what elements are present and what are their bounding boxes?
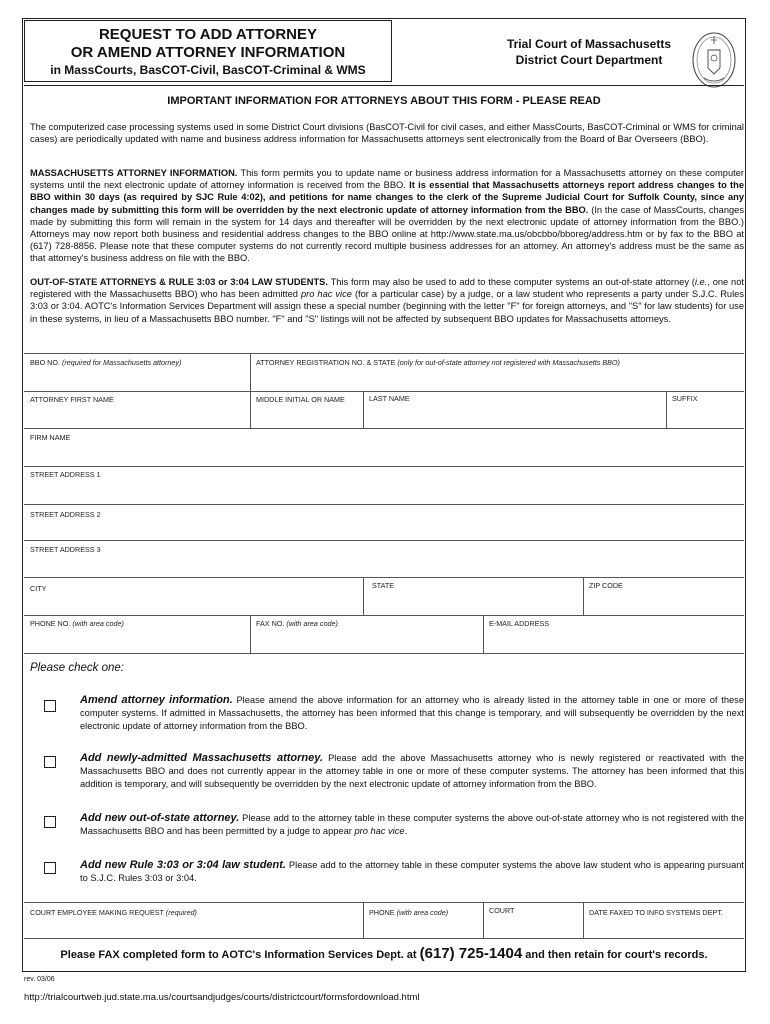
add-out-of-state-checkbox[interactable] <box>44 816 56 828</box>
phone-label: PHONE NO. (with area code) <box>30 619 124 628</box>
last-name-input[interactable] <box>369 410 663 423</box>
info-paragraph-2 <box>30 167 744 265</box>
p3-text-c: (for a particular case) by a judge, or a law student who represents a party under S.J.C. Rules 3:03 or 3:04. AOTC's Information Services Department will assign these a special number (beginning with the letter "F" for foreign attorneys, and "S" for law students) for use in these systems, in lieu of a Massachusetts BBO number. "F" and "S" listings will not be affected by subsequent BBO updates for Massachusetts attorneys. <box>30 289 744 324</box>
grid-divider <box>250 353 251 391</box>
employee-phone-input[interactable] <box>369 921 481 934</box>
street1-input[interactable] <box>30 485 740 498</box>
court-input[interactable] <box>489 921 581 934</box>
fax-label: FAX NO. (with area code) <box>256 619 338 628</box>
bbo-no-input[interactable] <box>30 372 249 385</box>
add-law-student-checkbox[interactable] <box>44 862 56 874</box>
grid-line <box>24 577 744 578</box>
add-ma-attorney-option <box>80 752 744 791</box>
option-heading: Add new Rule 3:03 or 3:04 law student. <box>80 859 286 871</box>
phone-input[interactable] <box>30 634 249 647</box>
revision-date: rev. 03/06 <box>24 976 55 983</box>
p3-text-b: , one not registered with the Massachusetts BBO) who has been admitted <box>30 277 744 300</box>
amend-attorney-option <box>80 694 744 733</box>
form-title-line1: REQUEST TO ADD ATTORNEY <box>98 26 318 43</box>
email-label: E-MAIL ADDRESS <box>489 619 550 628</box>
grid-line <box>24 466 744 467</box>
grid-divider <box>363 391 364 428</box>
p2-bold-notice: It is essential that Massachusetts attorneys report address changes to the BBO within 30 days (as required by SJC Rule 4:02), and petitions for name changes to the clerk of the Supreme Judicial Court for Suffolk County, since any changes made by submitting this form will be overridden by the next electronic update of attorney information from the BBO. <box>30 180 745 215</box>
option-text: Please amend the above information for an attorney who is already listed in the attorney table in one or more of these computer systems. If admitted in Massachusetts, the attorney has been informed that this change is temporary, and will subsequently be overridden by the next electronic update of attorney information from the BBO. <box>80 695 745 731</box>
grid-line <box>24 540 744 541</box>
option-text: Please add the above Massachusetts attorney who is newly registered or reactivated with the Massachusetts BBO and does not currently appear in the attorney table in one or more of these computer systems. The attorney has been informed that this addition is temporary, and will subsequently be overridden by the next electronic update of attorney information from the BBO. <box>80 753 744 789</box>
middle-name-input[interactable] <box>256 410 360 423</box>
suffix-label: SUFFIX <box>672 394 698 403</box>
option-text: Please add to the attorney table in these computer systems the above law student who is appearing pursuant to S.J.C. Rules 3:03 or 3:04. <box>80 860 744 883</box>
option-pro-hac-vice: pro hac vice <box>354 826 405 836</box>
out-of-state-lead: OUT-OF-STATE ATTORNEYS & RULE 3:03 or 3:04 LAW STUDENTS. <box>30 277 328 287</box>
option-heading: Add new out-of-state attorney. <box>80 812 240 824</box>
grid-divider <box>363 577 364 615</box>
option-heading: Amend attorney information. <box>80 694 233 706</box>
info-paragraph-1: The computerized case processing systems used in some District Court divisions (BasCOT-Civil for civil cases, and either MassCourts, BasCOT-Criminal or WMS for criminal cases) are periodically updated with name and business address information for Massachusetts attorneys sent electronically from the Board of Bar Overseers (BBO). <box>30 122 744 145</box>
fax-text-before: Please FAX completed form to AOTC's Information Services Dept. at <box>60 949 420 961</box>
street2-input[interactable] <box>30 522 740 535</box>
court-line1: Trial Court of Massachusetts <box>506 37 672 51</box>
form-title-line3: in MassCourts, BasCOT-Civil, BasCOT-Criminal & WMS <box>50 63 366 77</box>
amend-attorney-checkbox[interactable] <box>44 700 56 712</box>
grid-divider <box>583 902 584 938</box>
employee-phone-label: PHONE (with area code) <box>369 908 449 917</box>
zip-input[interactable] <box>589 597 741 610</box>
city-input[interactable] <box>30 597 360 610</box>
option-tail: . <box>404 826 408 836</box>
info-paragraph-3 <box>30 276 744 325</box>
p2-text-b: (In the case of MassCourts, changes made by submitting this form will remain in the system for 14 days and thereafter will be overridden by the next electronic update of attorney information from the BBO.) Attorneys may now report both business and residential address changes to the BBO online at http://www.state.ma.us/obcbbo/bboreg/address.htm or by fax to the BBO at (617) 728-8856. Please note that these computer systems do not currently record multiple business addresses for an attorney. An attorney's address must be the same as that attorney's business address on file with the BBO. <box>30 204 744 264</box>
firm-name-label: FIRM NAME <box>30 433 71 442</box>
grid-line <box>24 902 744 903</box>
grid-divider <box>250 391 251 428</box>
option-heading: Add newly-admitted Massachusetts attorney. <box>80 752 324 764</box>
zip-label: ZIP CODE <box>589 581 623 590</box>
state-label: STATE <box>372 581 395 590</box>
grid-divider <box>483 615 484 653</box>
grid-divider <box>666 391 667 428</box>
grid-divider <box>250 615 251 653</box>
suffix-input[interactable] <box>672 410 742 423</box>
middle-name-label: MIDDLE INITIAL OR NAME <box>256 395 345 404</box>
grid-line <box>24 938 744 939</box>
court-line2: District Court Department <box>515 53 663 67</box>
last-name-label: LAST NAME <box>369 394 410 403</box>
firm-name-input[interactable] <box>30 447 740 460</box>
street1-label: STREET ADDRESS 1 <box>30 470 101 479</box>
court-name <box>480 36 698 68</box>
grid-line <box>24 428 744 429</box>
email-input[interactable] <box>489 634 741 647</box>
header-divider <box>24 85 744 86</box>
grid-line <box>24 615 744 616</box>
fax-instruction <box>24 945 744 962</box>
grid-line <box>24 391 744 392</box>
date-faxed-input[interactable] <box>589 921 741 934</box>
state-input[interactable] <box>369 597 581 610</box>
ma-attorney-lead: MASSACHUSETTS ATTORNEY INFORMATION. <box>30 168 238 178</box>
street3-input[interactable] <box>30 558 740 571</box>
court-label: COURT <box>489 906 515 915</box>
p2-text-a: This form permits you to update name or business address information for a Massachusetts attorney on these computer systems until the next electronic update of attorney information is received from the BBO. <box>30 168 744 191</box>
street2-label: STREET ADDRESS 2 <box>30 510 101 519</box>
grid-line <box>24 653 744 654</box>
massachusetts-seal-icon <box>690 28 738 90</box>
add-out-of-state-option <box>80 812 744 838</box>
fax-input[interactable] <box>256 634 480 647</box>
fax-text-after: and then retain for court's records. <box>522 949 708 961</box>
grid-divider <box>363 902 364 938</box>
grid-line <box>24 353 744 354</box>
form-title-line2: OR AMEND ATTORNEY INFORMATION <box>70 44 346 61</box>
form-title-box <box>24 20 392 82</box>
grid-divider <box>483 902 484 938</box>
p3-pro-hac-vice: pro hac vice <box>300 289 352 300</box>
forms-url: http://trialcourtweb.jud.state.ma.us/courtsandjudges/courts/districtcourt/formsfordownload.html <box>24 992 420 1003</box>
add-law-student-option <box>80 859 744 885</box>
check-heading: Please check one: <box>30 662 124 674</box>
info-heading: IMPORTANT INFORMATION FOR ATTORNEYS ABOUT THIS FORM - PLEASE READ <box>167 95 601 107</box>
date-faxed-label: DATE FAXED TO INFO SYSTEMS DEPT. <box>589 908 723 917</box>
first-name-label: ATTORNEY FIRST NAME <box>30 395 114 404</box>
employee-input[interactable] <box>30 921 360 934</box>
grid-line <box>24 504 744 505</box>
p3-text-a: This form may also be used to add to these computer systems an out-of-state attorney ( <box>327 277 695 287</box>
first-name-input[interactable] <box>30 410 249 423</box>
city-label: CITY <box>30 584 47 593</box>
reg-no-input[interactable] <box>256 372 740 385</box>
p3-ie: i.e. <box>694 277 708 287</box>
reg-no-label: ATTORNEY REGISTRATION NO. & STATE (only for out-of-state attorney not registered with Massachusetts BBO) <box>256 358 620 367</box>
bbo-no-label: BBO NO. (required for Massachusetts attorney) <box>30 358 182 367</box>
street3-label: STREET ADDRESS 3 <box>30 545 101 554</box>
fax-number: (617) 725-1404 <box>419 945 523 962</box>
grid-divider <box>583 577 584 615</box>
employee-label: COURT EMPLOYEE MAKING REQUEST (required) <box>30 908 197 917</box>
add-ma-attorney-checkbox[interactable] <box>44 756 56 768</box>
option-text: Please add to the attorney table in these computer systems the above out-of-state attorney who is not registered with the Massachusetts BBO and has been permitted by a judge to appear <box>80 813 745 836</box>
